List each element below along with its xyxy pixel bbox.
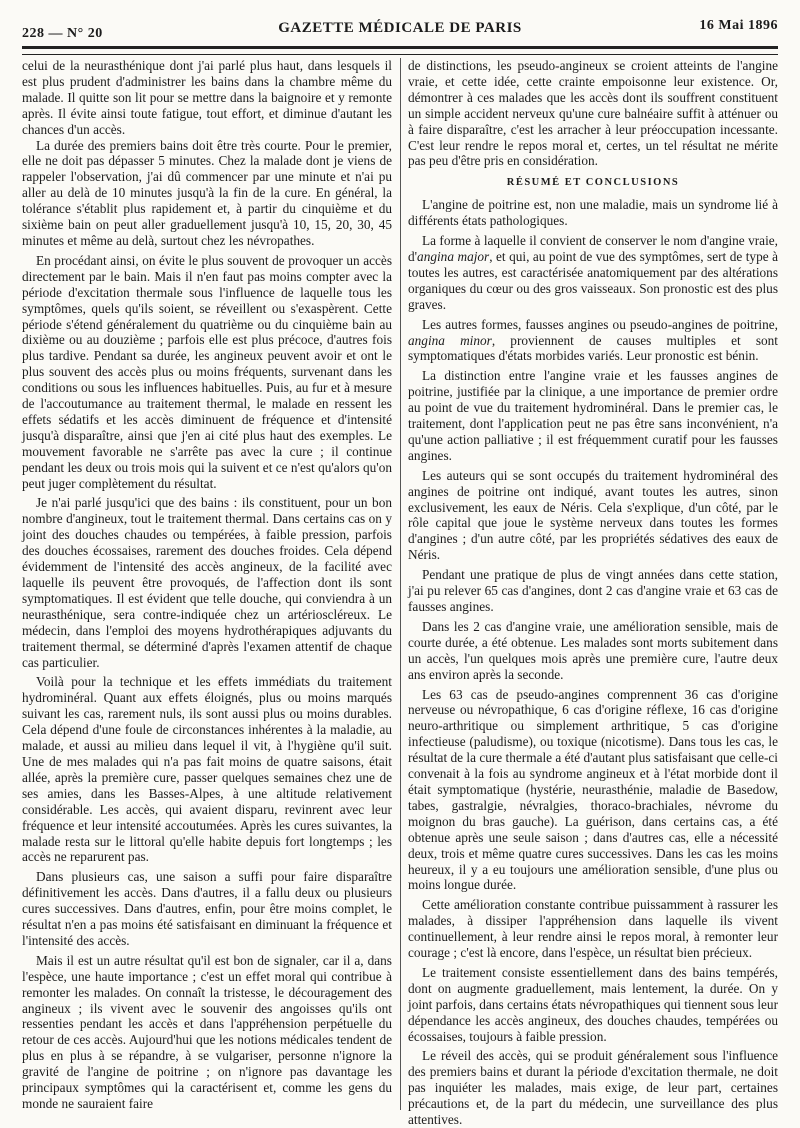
paragraph: Cette amélioration constante contribue puissamment à rassurer les malades, à dissiper l'appréhension dans laquelle ils vivent continuellement, à leur rendre ainsi le repos moral, à remonter leur courage ; c'est là encore, dans l'espèce, un résultat bien précieux. — [408, 897, 778, 961]
text-run: Les autres formes, fausses angines ou pseudo-angines de poitrine, — [422, 316, 778, 332]
column-divider — [400, 58, 401, 1110]
page-number: 228 — N° 20 — [22, 26, 103, 41]
paragraph: Le réveil des accès, qui se produit généralement sous l'influence des premiers bains et durant la période d'excitation thermale, ne doit pas inquiéter les malades, mais exige, de leur part, certaines précautions et, de la part du médecin, une surveillance des plus attentives. — [408, 1048, 778, 1128]
journal-title: GAZETTE MÉDICALE DE PARIS — [278, 20, 522, 36]
paragraph: de distinctions, les pseudo-angineux se croient atteints de l'angine vraie, et cette idée, cette crainte empoisonne leur existence. Or, démontrer à ces malades que les accès dont ils souffrent constituent un simple accident nerveux qu'une cure balnéaire suffit à atténuer ou à faire disparaître, c'est les arracher à leur préoccupation incessante. C'est leur rendre le repos moral et, certes, un tel résultat ne mérite pas peu d'être pris en considération. — [408, 58, 778, 169]
right-column — [408, 58, 779, 1128]
paragraph: Voilà pour la technique et les effets immédiats du traitement hydrominéral. Quant aux effets éloignés, plus ou moins marqués suivant les cas, rarement nuls, ils sont aussi plus ou moins durables. Cela dépend d'une foule de circonstances inhérentes à la maladie, au malade, et aussi au milieu dans lequel il vit, à l'hygiène qu'il suit. Une de mes malades qui n'a pas fait moins de quatre saisons, était allée, après la première cure, passer quelques semaines chez une de ses amies, dans les Basses-Alpes, à une altitude relativement considérable. Les accès, qui avaient disparu, revinrent avec leur fréquence et leur intensité accoutumées. Après les cures suivantes, la malade resta sur le littoral qu'elle habite depuis fort longtemps ; les accès ne reparurent pas. — [22, 674, 392, 865]
paragraph: Dans plusieurs cas, une saison a suffi pour faire disparaître définitivement les accès. Dans d'autres, il a fallu deux ou plusieurs cures successives. Dans d'autres, enfin, pour être moins complet, le résultat n'en a pas moins été satisfaisant en diminuant la fréquence et l'intensité des accès. — [22, 869, 392, 948]
text-run: , et qui, au point de vue des symptômes, sert de type à toutes les autres, est caractérisée anatomiquement par des altérations organiques du cœur ou des gros vaisseaux. Son pronostic est des plus graves. — [408, 248, 778, 312]
paragraph — [408, 317, 778, 365]
page-header — [22, 14, 778, 44]
left-column — [22, 58, 392, 1110]
text-run: La forme à laquelle il convient de conserver le nom d'angine vraie, d' — [408, 233, 778, 264]
emphasis: angina minor — [408, 332, 492, 348]
paragraph: Le traitement consiste essentiellement dans des bains tempérés, dont on augmente graduellement, mais lentement, la durée. On y joint parfois, dans certains états névropathiques qui tiennent sous leur dépendance les accès angineux, des douches chaudes, tempérées ou écossaises, toujours à faible pression. — [408, 964, 779, 1044]
paragraph: celui de la neurasthénique dont j'ai parlé plus haut, dans lesquels il est plus prudent d'administrer les bains dans la chambre même du malade. Il quitte son lit pour se mettre dans la baignoire et y remonte après. Il évite ainsi toute fatigue, tout effort, et diminue d'autant les chances d'un accès. — [22, 58, 392, 137]
paragraph — [408, 233, 778, 313]
paragraph: Dans les 2 cas d'angine vraie, une amélioration sensible, mais de courte durée, a été obtenue. Les malades sont morts subitement dans un accès, l'un quelques mois après une première cure, l'autre deux ans environ après la seconde. — [408, 618, 778, 682]
paragraph: La distinction entre l'angine vraie et les fausses angines de poitrine, justifiée par la clinique, a une importance de premier ordre au point de vue du traitement hydrominéral. Dans le premier cas, le traitement, dont l'application peut ne pas être sans inconvénient, n'a qu'une action palliative ; il est fréquemment curatif pour les fausses angines. — [408, 368, 778, 463]
issue-date: 16 Mai 1896 — [699, 18, 778, 33]
paragraph: Les 63 cas de pseudo-angines comprennent 36 cas d'origine nerveuse ou névropathique, 6 cas d'origine réflexe, 16 cas d'origine neuro-arthritique ou simplement arthritique, 5 cas d'origine infectieuse (paludisme), ou toxique (nicotisme). Dans tous les cas, le résultat de la cure thermale a été d'autant plus satisfaisant que celle-ci convenait à la fois au syndrome angineux et à l'état morbide dont il était symptomatique (hystérie, neurasthénie, maladie de Basedow, tabes, gastralgie, névralgies, thoraco-brachiales, névrome du moignon du bras gauche). La guérison, dans certains cas, a été obtenue après une seule saison ; dans d'autres cas, elle a nécessité deux, trois et même quatre cures successives. Dans les cas les moins heureux, il y a eu toujours une amélioration sensible, d'une plus ou moins longue durée. — [408, 686, 778, 893]
emphasis: angina major — [417, 248, 490, 264]
text-run: , proviennent de causes multiples et sont symptomatiques d'états morbides variés. Leur pronostic est bénin. — [408, 332, 778, 364]
paragraph: La durée des premiers bains doit être très courte. Pour le premier, elle ne doit pas dépasser 5 minutes. Chez la malade dont je viens de rappeler l'observation, j'ai dû commencer par une minute et n'ai pu aller au delà de 10 minutes jusqu'à la fin de la cure. En général, la tolérance s'établit plus rapidement et, à partir du cinquième et du sixième bain on peut aller graduellement jusqu'à 10, 15, 20, 30, 45 minutes et même au delà, surtout chez les névropathes. — [22, 137, 392, 248]
paragraph: Pendant une pratique de plus de vingt années dans cette station, j'ai pu relever 65 cas d'angines, dont 2 cas d'angine vraie et 63 cas de fausses angines. — [408, 567, 778, 614]
newspaper-page — [22, 14, 779, 1128]
section-title: RÉSUMÉ ET CONCLUSIONS — [506, 177, 680, 189]
paragraph: En procédant ainsi, on évite le plus souvent de provoquer un accès directement par le bain. Mais il n'en faut pas moins compter avec la période d'excitation thermale sous l'influence de laquelle tous les symptômes, quels qu'ils soient, se réveillent ou s'exaspèrent. Cette période s'étend généralement du quatrième ou du cinquième bain au dixième ou au douzième ; parfois elle est plus précoce, d'autres fois plus tardive. Pendant sa durée, les angineux peuvent avoir et ont le plus souvent des accès plus ou moins fréquents, survenant dans les conditions ou sous les influences habituelles. Puis, au fur et à mesure de l'accoutumance au traitement thermal, le malade en ressent les effets sédatifs et les accès diminuent de fréquence et d'intensité jusqu'à disparaître, ainsi que j'en ai cité plus haut des exemples. Le mouvement favorable ne s'arrête pas avec la cure ; il continue pendant les deux ou trois mois qui la suivent et ce n'est qu'alors qu'on peut juger complètement du résultat. — [22, 252, 392, 491]
paragraph: Je n'ai parlé jusqu'ici que des bains : ils constituent, pour un bon nombre d'angineux, tout le traitement thermal. Dans certains cas on y joint des douches chaudes ou tempérées, à faible pression, parfois des douches écossaises, rarement des douches froides. Cela dépend évidemment de l'intensité des accès angineux, de la facilité avec laquelle ils peuvent être provoqués, de l'affection dont ils sont symptomatiques. Il est évident que telle douche, qui conviendra à un neurasthénique, sera contre-indiquée chez un artérioscléreux. Le médecin, dans l'emploi des moyens hydrothérapiques adjuvants du traitement thermal, se déterminé d'après l'examen attentif de chaque cas particulier. — [22, 495, 392, 670]
paragraph: Mais il est un autre résultat qu'il est bon de signaler, car il a, dans l'espèce, une haute importance ; c'est un effet moral qui contribue à remonter les malades. On connaît la tristesse, le découragement des angineux ; ils vivent avec le souvenir des angoisses qu'ils ont ressenties pendant les accès et dans l'appréhension perpétuelle du retour de ces accès. Aujourd'hui que les notions médicales tendent de plus en plus à se répandre, à se vulgariser, personne n'ignore la gravité de l'angine de poitrine ; on n'ignore pas davantage les principaux symptômes qui la caractérisent et, comme les gens du monde ne sauraient faire — [22, 952, 392, 1111]
paragraph: L'angine de poitrine est, non une maladie, mais un syndrome lié à différents états pathologiques. — [408, 197, 778, 229]
paragraph: Les auteurs qui se sont occupés du traitement hydrominéral des angines de poitrine ont indiqué, avant toutes les autres, sinon exclusivement, les eaux de Néris. Cela s'explique, d'un côté, par le rôle capital que joue le système nerveux dans toutes les formes d'angines ; d'un autre côté, par les propriétés sédatives des eaux de Néris. — [408, 467, 778, 563]
header-rule — [22, 46, 778, 55]
